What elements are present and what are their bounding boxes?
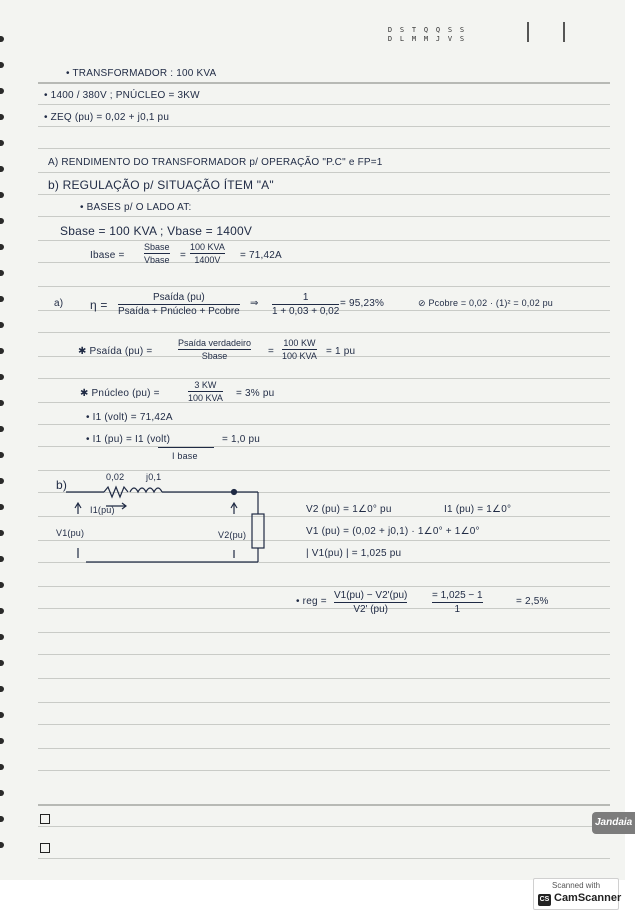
- pcobre-note: ⊘ Pcobre = 0,02 · (1)² = 0,02 pu: [418, 298, 554, 308]
- rule-line: [38, 724, 610, 725]
- checkbox[interactable]: [40, 814, 50, 824]
- i1-pu-line: • I1 (pu) = I1 (volt): [86, 434, 171, 445]
- rule-line: [38, 332, 610, 333]
- rule-line: [38, 172, 610, 173]
- eta-symbol: η =: [90, 298, 108, 312]
- psaida-fraction: Psaída verdadeiro Sbase: [178, 338, 252, 361]
- rule-line: [38, 104, 610, 105]
- psaida-label: ✱ Psaída (pu) =: [78, 346, 153, 357]
- label-a: a): [54, 298, 64, 309]
- rule-line: [38, 804, 610, 806]
- camscanner-logo-icon: CS: [538, 894, 551, 906]
- resistance-value: 0,02: [106, 472, 125, 482]
- fraction-bar: [158, 447, 214, 448]
- reg-label: • reg =: [296, 596, 327, 607]
- camscanner-badge: [533, 878, 622, 910]
- rule-line: [38, 240, 610, 241]
- eq-i1: I1 (pu) = 1∠0°: [444, 504, 512, 515]
- rule-line: [38, 378, 610, 379]
- ibase-fraction-2: 100 KVA 1400V: [190, 242, 225, 265]
- checkbox[interactable]: [40, 843, 50, 853]
- equals: =: [180, 250, 187, 261]
- reg-fraction-2: = 1,025 − 1 1: [432, 590, 483, 615]
- ibase-result: = 71,42A: [240, 250, 282, 261]
- note-ibase-label: Ibase =: [90, 250, 125, 261]
- rule-line: [38, 262, 610, 263]
- psaida-result: = 1 pu: [326, 346, 356, 357]
- rule-line: [38, 858, 610, 859]
- rule-line: [38, 194, 610, 195]
- rule-line: [38, 286, 610, 287]
- eq-v1-mag: | V1(pu) | = 1,025 pu: [306, 548, 402, 559]
- rule-line: [38, 424, 610, 425]
- current-label: I1(pu): [90, 505, 115, 515]
- reg-result: = 2,5%: [516, 596, 549, 607]
- rule-line: [38, 608, 610, 609]
- pnucleo-fraction: 3 KW 100 KVA: [188, 380, 223, 403]
- rule-line: [38, 148, 610, 149]
- note-bases: • BASES p/ O LADO AT:: [80, 202, 192, 213]
- rule-line: [38, 446, 610, 447]
- rule-line: [38, 632, 610, 633]
- note-voltage: • 1400 / 380V ; PNÚCLEO = 3KW: [44, 90, 200, 101]
- rule-line: [38, 702, 610, 703]
- weekday-header: D D S L T M Q M Q J S V S S: [387, 26, 465, 43]
- binder-holes: [0, 0, 6, 880]
- rule-line: [38, 470, 610, 471]
- i-base-denominator: I base: [172, 451, 198, 461]
- rule-line: [38, 654, 610, 655]
- i1-volt-line: • I1 (volt) = 71,42A: [86, 412, 173, 423]
- ibase-fraction-1: Sbase Vbase: [144, 242, 170, 265]
- note-sbase: Sbase = 100 KVA ; Vbase = 1400V: [60, 224, 253, 238]
- label-b: b): [56, 478, 68, 492]
- rule-line: [38, 402, 610, 403]
- equals: =: [268, 346, 275, 357]
- rule-line: [38, 216, 610, 217]
- psaida-fraction-2: 100 KW 100 KVA: [282, 338, 317, 361]
- reactance-value: j0,1: [146, 472, 162, 482]
- reg-fraction: V1(pu) − V2'(pu) V2' (pu): [334, 590, 408, 615]
- rule-line: [38, 126, 610, 127]
- date-divider: [563, 22, 565, 42]
- camscanner-name: CamScanner: [554, 892, 622, 904]
- scanned-with-text: Scanned with: [551, 881, 601, 890]
- rule-line: [38, 586, 610, 587]
- v2-label: V2(pu): [218, 530, 247, 540]
- brand-tab: Jandaia: [592, 812, 635, 834]
- eq-v2: V2 (pu) = 1∠0° pu: [306, 504, 392, 515]
- i1-pu-result: = 1,0 pu: [222, 434, 261, 445]
- pnucleo-result: = 3% pu: [236, 388, 275, 399]
- eq-v1: V1 (pu) = (0,02 + j0,1) · 1∠0° + 1∠0°: [306, 526, 480, 537]
- rule-line: [38, 678, 610, 679]
- note-item-a: A) RENDIMENTO DO TRANSFORMADOR p/ OPERAÇÃO "P.C" e FP=1: [48, 157, 383, 168]
- note-impedance: • ZEQ (pu) = 0,02 + j0,1 pu: [44, 112, 170, 123]
- equivalent-circuit-diagram: [56, 478, 276, 568]
- date-divider: [527, 22, 529, 42]
- v1-label: V1(pu): [56, 528, 85, 538]
- rule-line: [38, 748, 610, 749]
- note-item-b: b) REGULAÇÃO p/ SITUAÇÃO ÍTEM "A": [48, 178, 274, 192]
- eta-fraction-2: 1 1 + 0,03 + 0,02: [272, 292, 340, 317]
- implies-arrow: ⇒: [250, 298, 259, 309]
- eta-fraction: Psaída (pu) Psaída + Pnúcleo + Pcobre: [118, 292, 240, 317]
- rule-line: [38, 826, 610, 827]
- note-transformer: • TRANSFORMADOR : 100 KVA: [66, 68, 217, 79]
- rule-line: [38, 82, 610, 84]
- eta-result: = 95,23%: [340, 298, 385, 309]
- pnucleo-label: ✱ Pnúcleo (pu) =: [80, 388, 160, 399]
- rule-line: [38, 770, 610, 771]
